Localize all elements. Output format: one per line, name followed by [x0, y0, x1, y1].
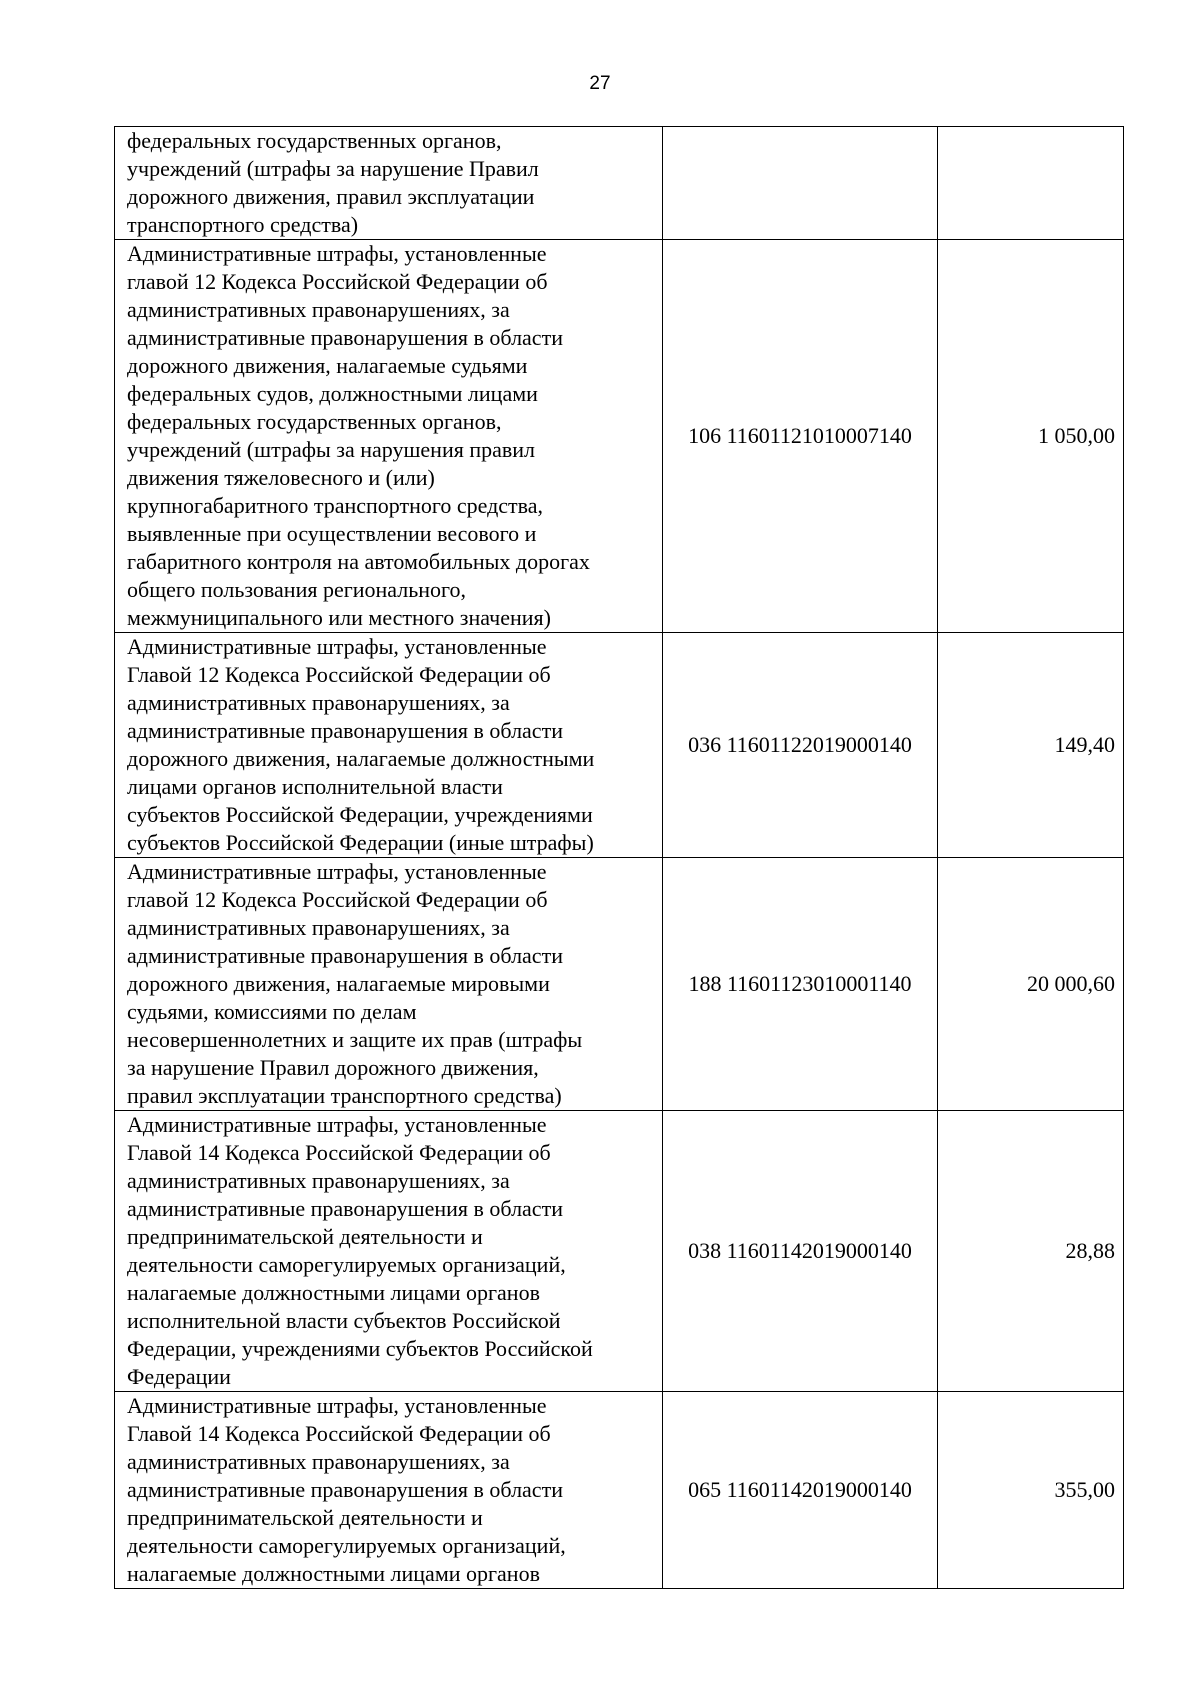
table-row	[115, 858, 1124, 1111]
description-line: транспортного средства)	[127, 212, 359, 237]
description-line: предпринимательской деятельности и	[127, 1505, 483, 1530]
amount-cell	[938, 127, 1124, 240]
description-line: учреждений (штрафы за нарушение Правил	[127, 156, 539, 181]
description-line: Главой 14 Кодекса Российской Федерации об	[127, 1140, 551, 1165]
table-row	[115, 633, 1124, 858]
amount-cell: 20 000,60	[938, 858, 1124, 1111]
description-line: административные правонарушения в области	[127, 943, 563, 968]
description-line: дорожного движения, налагаемые должностными	[127, 746, 595, 771]
description-line: судьями, комиссиями по делам	[127, 999, 417, 1024]
description-line: административные правонарушения в области	[127, 1196, 563, 1221]
description-line: Федерации	[127, 1364, 231, 1389]
description-line: административных правонарушениях, за	[127, 1168, 510, 1193]
description-line: дорожного движения, налагаемые мировыми	[127, 971, 550, 996]
amount-cell: 28,88	[938, 1111, 1124, 1392]
description-line: крупногабаритного транспортного средства,	[127, 493, 544, 518]
description-line: административных правонарушениях, за	[127, 1449, 510, 1474]
description-line: субъектов Российской Федерации, учреждениями	[127, 802, 593, 827]
description-line: за нарушение Правил дорожного движения,	[127, 1055, 539, 1080]
amount-cell: 1 050,00	[938, 240, 1124, 633]
description-line: габаритного контроля на автомобильных дорогах	[127, 549, 590, 574]
budget-code-cell: 188 11601123010001140	[663, 858, 938, 1111]
amount-cell: 149,40	[938, 633, 1124, 858]
description-line: административных правонарушениях, за	[127, 690, 510, 715]
description-line: деятельности саморегулируемых организаций,	[127, 1252, 566, 1277]
description-line: Административные штрафы, установленные	[127, 859, 547, 884]
description-line: правил эксплуатации транспортного средства)	[127, 1083, 562, 1108]
description-line: Административные штрафы, установленные	[127, 241, 547, 266]
description-cell	[115, 633, 663, 858]
description-line: движения тяжеловесного и (или)	[127, 465, 435, 490]
description-line: главой 12 Кодекса Российской Федерации об	[127, 269, 548, 294]
description-line: лицами органов исполнительной власти	[127, 774, 503, 799]
description-line: федеральных судов, должностными лицами	[127, 381, 538, 406]
budget-code-cell: 065 11601142019000140	[663, 1392, 938, 1589]
description-line: федеральных государственных органов,	[127, 128, 502, 153]
table-row	[115, 240, 1124, 633]
fines-table	[114, 126, 1124, 1589]
description-line: учреждений (штрафы за нарушения правил	[127, 437, 536, 462]
description-line: Административные штрафы, установленные	[127, 634, 547, 659]
description-line: дорожного движения, правил эксплуатации	[127, 184, 535, 209]
description-line: налагаемые должностными лицами органов	[127, 1561, 540, 1586]
description-line: субъектов Российской Федерации (иные штрафы)	[127, 830, 594, 855]
description-line: административные правонарушения в области	[127, 325, 563, 350]
budget-code-cell	[663, 127, 938, 240]
table-row	[115, 1111, 1124, 1392]
description-line: Главой 12 Кодекса Российской Федерации об	[127, 662, 551, 687]
description-line: административные правонарушения в области	[127, 718, 563, 743]
description-line: административных правонарушениях, за	[127, 297, 510, 322]
description-line: административных правонарушениях, за	[127, 915, 510, 940]
fines-table-body	[115, 127, 1124, 1589]
description-line: дорожного движения, налагаемые судьями	[127, 353, 528, 378]
description-line: межмуниципального или местного значения)	[127, 605, 551, 630]
budget-code-cell: 038 11601142019000140	[663, 1111, 938, 1392]
table-row	[115, 1392, 1124, 1589]
description-line: административные правонарушения в области	[127, 1477, 563, 1502]
description-line: Административные штрафы, установленные	[127, 1393, 547, 1418]
description-line: главой 12 Кодекса Российской Федерации об	[127, 887, 548, 912]
description-line: налагаемые должностными лицами органов	[127, 1280, 540, 1305]
description-line: исполнительной власти субъектов Российской	[127, 1308, 561, 1333]
description-cell	[115, 127, 663, 240]
description-line: общего пользования регионального,	[127, 577, 467, 602]
description-cell	[115, 240, 663, 633]
description-line: предпринимательской деятельности и	[127, 1224, 483, 1249]
description-cell	[115, 858, 663, 1111]
description-line: Главой 14 Кодекса Российской Федерации об	[127, 1421, 551, 1446]
description-line: деятельности саморегулируемых организаций,	[127, 1533, 566, 1558]
description-cell	[115, 1111, 663, 1392]
description-line: федеральных государственных органов,	[127, 409, 502, 434]
table-row	[115, 127, 1124, 240]
description-line: выявленные при осуществлении весового и	[127, 521, 537, 546]
description-cell	[115, 1392, 663, 1589]
budget-code-cell: 036 11601122019000140	[663, 633, 938, 858]
amount-cell: 355,00	[938, 1392, 1124, 1589]
description-line: Административные штрафы, установленные	[127, 1112, 547, 1137]
page-number: 27	[589, 73, 611, 94]
description-line: несовершеннолетних и защите их прав (штрафы	[127, 1027, 583, 1052]
description-line: Федерации, учреждениями субъектов Российской	[127, 1336, 593, 1361]
budget-code-cell: 106 11601121010007140	[663, 240, 938, 633]
